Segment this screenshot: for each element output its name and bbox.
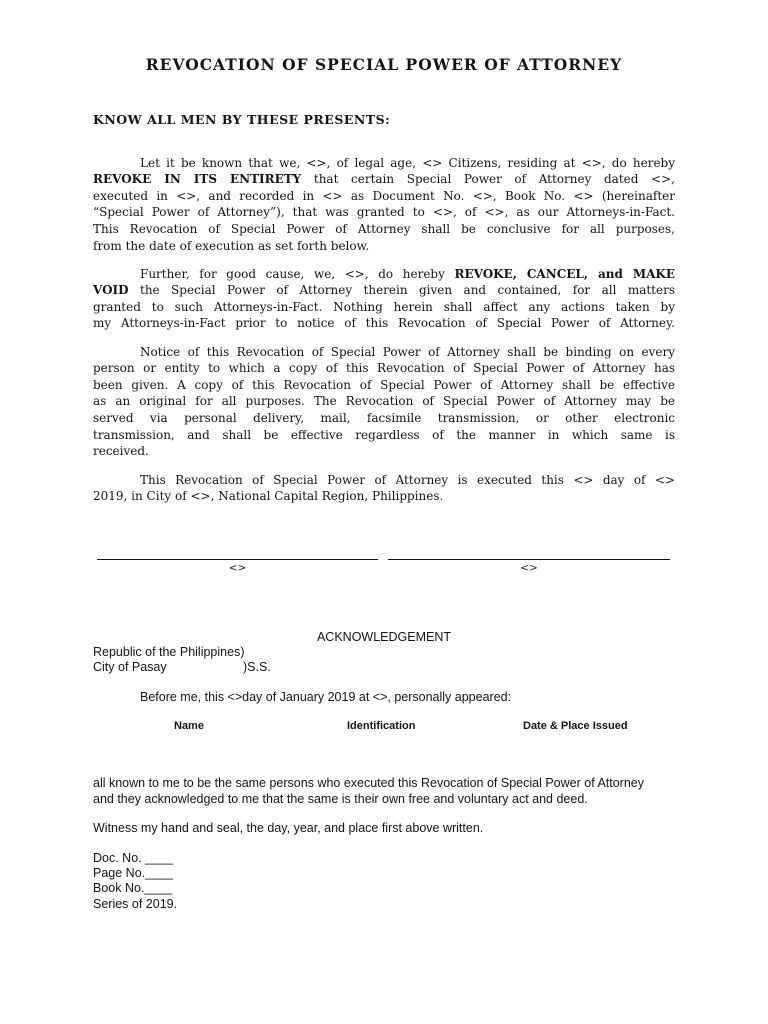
signature-block-left <box>97 559 378 583</box>
acknowledgement-heading: ACKNOWLEDGEMENT <box>316 630 452 644</box>
paragraph-line: been given. A copy of this Revocation of Special Power of Attorney shall be effective <box>93 377 675 392</box>
emphasized-phrase: VOID <box>93 283 129 298</box>
notarial-book-no: Book No.____ <box>93 881 173 896</box>
paragraph-line: 2019, in City of <>, National Capital Region, Philippines. <box>93 489 444 504</box>
acknowledgement-statement <box>93 775 644 807</box>
column-header-date-place-issued: Date & Place Issued <box>523 720 628 732</box>
venue-city: City of Pasay <box>93 660 167 674</box>
document-title: REVOCATION OF SPECIAL POWER OF ATTORNEY <box>145 55 623 74</box>
paragraph-line: “Special Power of Attorney”), that was granted to <>, of <>, as our Attorneys-in-Fact. <box>93 205 675 220</box>
paragraph-line: received. <box>93 444 149 459</box>
column-header-identification: Identification <box>347 720 416 732</box>
paragraph-line: person or entity to which a copy of this Revocation of Special Power of Attorney has <box>93 361 675 376</box>
paragraph-line: executed in <>, and recorded in <> as Document No. <>, Book No. <> (hereinafter <box>93 188 675 203</box>
signatory-name: <> <box>228 562 247 574</box>
paragraph-line: Let it be known that we, <>, of legal age, <> Citizens, residing at <>, do hereby <box>140 155 675 170</box>
notarial-doc-no: Doc. No. ____ <box>93 850 173 865</box>
revocation-paragraph <box>93 155 675 255</box>
paragraph-line: Further, for good cause, we, <>, do hereby REVOKE, CANCEL, and MAKE <box>140 266 675 281</box>
signature-line <box>388 559 670 560</box>
paragraph-line: VOID the Special Power of Attorney therein given and contained, for all matters <box>93 283 675 298</box>
acknowledgement-line: and they acknowledged to me that the same is their own free and voluntary act and deed. <box>93 792 588 806</box>
acknowledgement-line: all known to me to be the same persons who executed this Revocation of Special Power of Attorney <box>93 776 645 790</box>
notarial-register <box>93 851 177 913</box>
signature-block-right <box>388 559 670 583</box>
salutation-line: KNOW ALL MEN BY THESE PRESENTS: <box>93 112 391 127</box>
signature-line <box>97 559 378 560</box>
notice-paragraph <box>93 344 675 460</box>
emphasized-phrase: REVOKE, CANCEL, and MAKE <box>454 266 675 281</box>
paragraph-line: my Attorneys-in-Fact prior to notice of this Revocation of Special Power of Attorney. <box>93 316 675 331</box>
paragraph-line: as an original for all purposes. The Revocation of Special Power of Attorney may be <box>93 394 675 409</box>
paragraph-line: REVOKE IN ITS ENTIRETY that certain Special Power of Attorney dated <>, <box>93 172 675 187</box>
paragraph-line: from the date of execution as set forth below. <box>93 238 370 253</box>
paragraph-line: transmission, and shall be effective regardless of the manner in which same is <box>93 427 675 442</box>
paragraph-line: granted to such Attorneys-in-Fact. Nothing herein shall affect any actions taken by <box>93 299 675 314</box>
paragraph-line: This Revocation of Special Power of Attorney shall be conclusive for all purposes, <box>93 222 675 237</box>
paragraph-line: Notice of this Revocation of Special Power of Attorney shall be binding on every <box>140 344 675 359</box>
venue-ss: )S.S. <box>243 660 271 674</box>
notarial-page-no: Page No.____ <box>93 865 173 880</box>
execution-paragraph <box>93 472 675 505</box>
paragraph-line: This Revocation of Special Power of Attorney is executed this <> day of <> <box>140 472 675 487</box>
paragraph-line: served via personal delivery, mail, facsimile transmission, or other electronic <box>93 411 675 426</box>
cancellation-paragraph <box>93 266 675 332</box>
appearance-intro: Before me, this <>day of January 2019 at <>, personally appeared: <box>140 690 512 704</box>
witness-clause: Witness my hand and seal, the day, year, and place first above written. <box>93 821 484 835</box>
notarial-series: Series of 2019. <box>93 896 178 911</box>
column-header-name: Name <box>174 720 204 732</box>
emphasized-phrase: REVOKE IN ITS ENTIRETY <box>93 172 302 187</box>
signatory-name: <> <box>520 562 538 574</box>
venue-country: Republic of the Philippines) <box>93 645 245 659</box>
